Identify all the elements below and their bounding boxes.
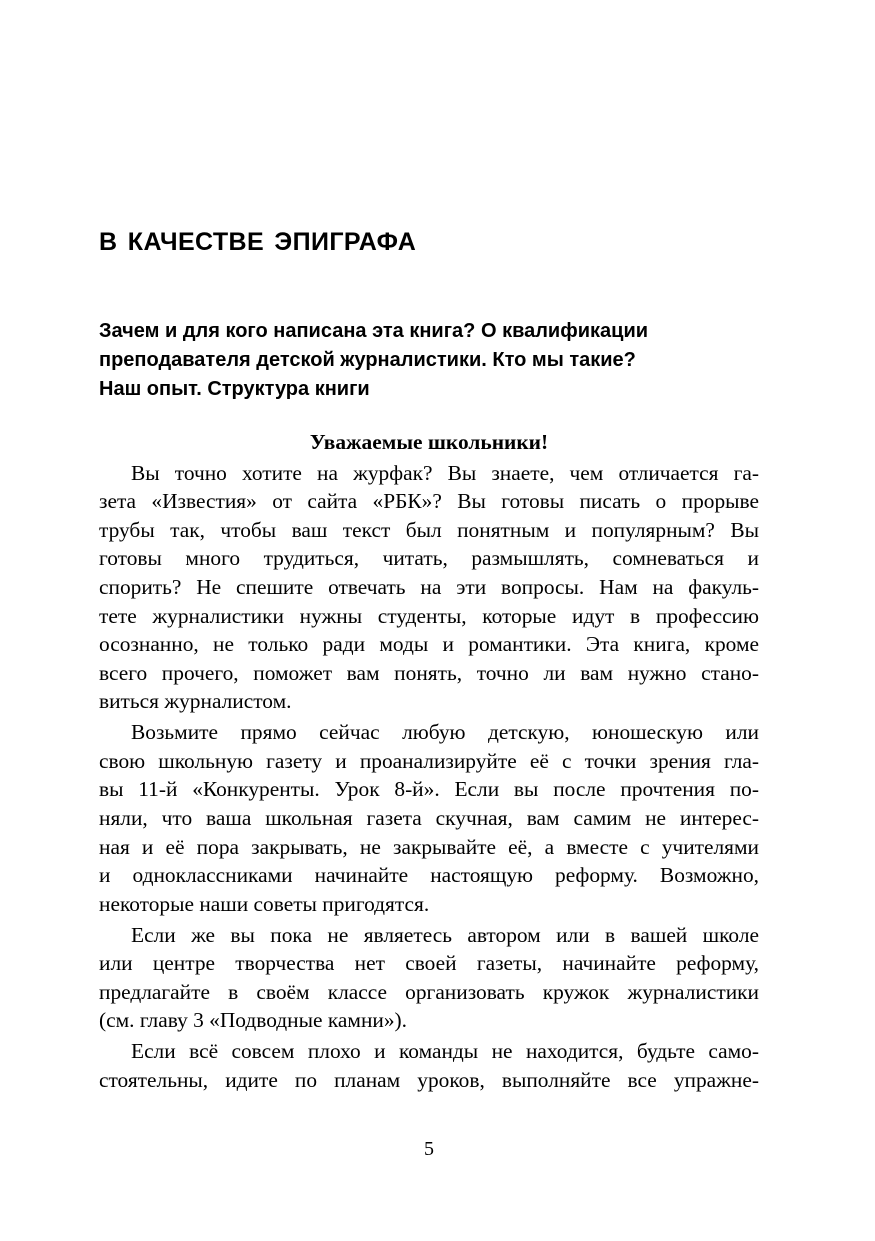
paragraph-line: Возьмите прямо сейчас любую детскую, юношескую или [131, 720, 759, 745]
paragraph-line: предлагайте в своём классе организовать кружок журналистики [99, 979, 759, 1004]
paragraph-line: осознанно, не только ради моды и романтики. Эта книга, кроме [99, 632, 759, 657]
section-heading-line: преподавателя детской журналистики. Кто мы такие? [99, 349, 636, 371]
paragraph [99, 718, 759, 918]
paragraph-line: стоятельны, идите по планам уроков, выполняйте все упражне- [99, 1067, 759, 1092]
paragraph-line: или центре творчества нет своей газеты, начинайте реформу, [99, 951, 759, 976]
paragraph-line: зета «Известия» от сайта «РБК»? Вы готовы писать о прорыве [99, 489, 759, 514]
paragraph-line: готовы много трудиться, читать, размышлять, сомневаться и [99, 546, 759, 571]
paragraph-line: и одноклассниками начинайте настоящую реформу. Возможно, [99, 863, 759, 888]
paragraph-line: Если всё совсем плохо и команды не находится, будьте само- [131, 1039, 759, 1064]
paragraph-line: Вы точно хотите на журфак? Вы знаете, чем отличается га- [131, 460, 759, 485]
paragraphs [99, 459, 759, 1095]
paragraph-line: всего прочего, поможет вам понять, точно ли вам нужно стано- [99, 660, 759, 685]
chapter-title: В КАЧЕСТВЕ ЭПИГРАФА [99, 228, 417, 256]
paragraph-line: виться журналистом. [99, 689, 292, 714]
paragraph-line: некоторые наши советы пригодятся. [99, 891, 430, 916]
paragraph [99, 1037, 759, 1094]
paragraph-line: тете журналистики нужны студенты, которые идут в профессию [99, 603, 759, 628]
paragraph-line: свою школьную газету и проанализируйте её с точки зрения гла- [99, 748, 759, 773]
paragraph-line: спорить? Не спешите отвечать на эти вопросы. Нам на факуль- [99, 574, 759, 599]
section-heading-line: Зачем и для кого написана эта книга? О квалификации [99, 320, 649, 342]
page-number: 5 [424, 1138, 434, 1160]
paragraph-line: (см. главу 3 «Подводные камни»). [99, 1008, 408, 1033]
paragraph-line: трубы так, чтобы ваш текст был понятным и популярным? Вы [99, 517, 759, 542]
body-text [99, 428, 759, 1097]
paragraph [99, 921, 759, 1035]
section-heading-line: Наш опыт. Структура книги [99, 378, 370, 400]
paragraph-line: няли, что ваша школьная газета скучная, вам самим не интерес- [99, 806, 759, 831]
salutation: Уважаемые школьники! [309, 430, 549, 454]
section-heading [99, 317, 779, 404]
paragraph [99, 459, 759, 716]
paragraph-line: вы 11-й «Конкуренты. Урок 8-й». Если вы после прочтения по- [99, 777, 759, 802]
paragraph-line: ная и её пора закрывать, не закрывайте её, а вместе с учителями [99, 834, 759, 859]
paragraph-line: Если же вы пока не являетесь автором или в вашей школе [131, 922, 759, 947]
